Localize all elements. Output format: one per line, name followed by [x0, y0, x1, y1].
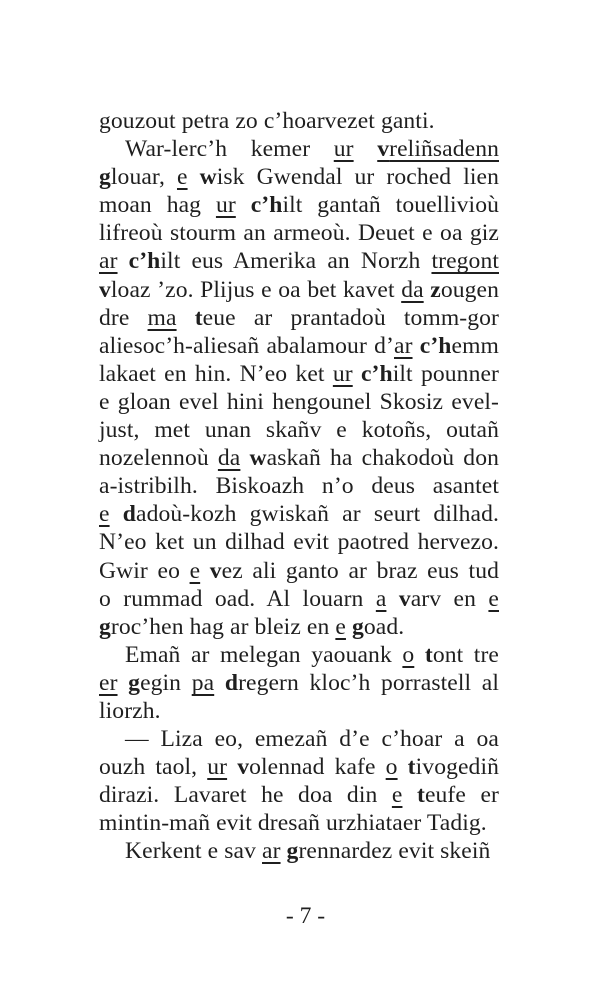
- mutated-letter: w: [249, 445, 267, 472]
- mutation-trigger-word: ur: [332, 360, 353, 387]
- paragraph: [99, 107, 499, 135]
- text-run: olennad kafe: [249, 754, 386, 781]
- text-line: [99, 416, 499, 444]
- text-run: ilt gantañ touellivioù: [282, 192, 499, 219]
- text-line: [99, 837, 499, 865]
- text-run: — Liza eo, emezañ d’e c’hoar a oa: [125, 726, 499, 753]
- mutation-trigger-word: ur: [207, 754, 228, 781]
- text-line: [99, 781, 499, 809]
- text-run: gouzout petra zo c’hoarvezet ganti.: [99, 108, 435, 134]
- text-line: [99, 500, 499, 528]
- mutation-trigger-word: ar: [99, 248, 118, 275]
- text-run: [414, 642, 425, 668]
- text-run: dre: [99, 304, 148, 331]
- text-run: lakaet en hin. N’eo ket: [99, 360, 333, 387]
- mutation-trigger-word: e: [488, 585, 499, 612]
- page-number: - 7 -: [285, 903, 326, 929]
- mutated-letter: w: [199, 164, 217, 191]
- text-block: [99, 107, 499, 866]
- text-run: [214, 670, 225, 696]
- mutated-letter: v: [237, 754, 250, 781]
- mutation-trigger-word: ar: [394, 332, 413, 359]
- text-run: lifreoù stourm an armeoù. Deuet e oa giz: [99, 220, 499, 247]
- text-line: [99, 163, 499, 191]
- text-line: [99, 107, 499, 135]
- mutated-letter: c’h: [360, 360, 393, 387]
- text-run: ouzh taol,: [99, 754, 208, 781]
- mutated-letter: c’h: [128, 248, 161, 275]
- mutation-trigger-word: er: [99, 669, 118, 696]
- text-line: [99, 276, 499, 304]
- text-run: ougen: [440, 276, 499, 303]
- text-run: liorzh.: [99, 697, 161, 724]
- mutation-trigger-word: ar: [262, 838, 281, 865]
- text-run: [118, 248, 129, 274]
- mutation-trigger-word: e: [176, 164, 188, 191]
- mutated-letter: d: [224, 669, 239, 696]
- text-run: rennardez evit skeiñ: [298, 838, 491, 865]
- text-run: [200, 558, 210, 584]
- mutation-trigger-word: da: [217, 445, 241, 472]
- text-run: [177, 305, 195, 331]
- text-run: nozelennoù: [99, 445, 218, 472]
- text-run: [386, 586, 398, 612]
- text-run: [398, 754, 408, 780]
- text-line: [99, 304, 499, 332]
- mutated-letter-underlined: v: [377, 136, 390, 163]
- text-line: [99, 528, 499, 556]
- text-line: [99, 697, 499, 725]
- text-run: roc’hen hag ar bleiz en: [110, 613, 336, 640]
- text-line: [99, 444, 499, 472]
- text-run: egin: [140, 669, 192, 696]
- text-line: [99, 135, 499, 163]
- mutated-letter: t: [424, 641, 433, 668]
- text-line: [99, 219, 499, 247]
- text-line: [99, 247, 499, 275]
- mutated-letter: v: [99, 276, 111, 303]
- text-run: [188, 164, 200, 190]
- text-run: o rummad oad. Al louarn: [99, 585, 376, 612]
- mutation-trigger-word: pa: [191, 669, 215, 696]
- mutation-trigger-word: ma: [147, 304, 177, 331]
- text-line: [99, 613, 499, 641]
- text-run: [413, 333, 420, 359]
- text-run: ivogediñ: [415, 754, 500, 781]
- text-line: [99, 191, 499, 219]
- mutated-letter: v: [209, 557, 222, 584]
- mutated-letter: v: [398, 585, 411, 612]
- text-line: [99, 669, 499, 697]
- text-run: mintin-mañ evit dresañ urzhiataer Tadig.: [99, 810, 487, 837]
- text-run: Kerkent e sav: [125, 838, 263, 865]
- mutation-trigger-word: e: [335, 613, 346, 640]
- mutation-trigger-word: a: [375, 585, 387, 612]
- text-run: isk Gwendal ur roched lien: [216, 164, 500, 191]
- paragraph: [99, 837, 499, 865]
- text-run: aliesoc’h-aliesañ abalamour d’: [99, 332, 394, 359]
- text-run: ont tre: [432, 641, 499, 668]
- mutation-trigger-word: e: [189, 557, 201, 584]
- text-run: Emañ ar melegan yaouank: [125, 641, 403, 668]
- text-run: ilt eus Amerika an Norzh: [160, 248, 432, 275]
- text-run: arv en: [410, 585, 489, 612]
- text-line: [99, 332, 499, 360]
- mutated-letter: g: [128, 669, 141, 696]
- text-run: [402, 782, 417, 808]
- text-run: ilt pounner: [392, 360, 499, 387]
- text-line: [99, 753, 499, 781]
- text-run: askañ ha chakodoù don: [266, 445, 499, 472]
- mutation-trigger-word: o: [402, 641, 415, 668]
- text-line: [99, 641, 499, 669]
- text-run: dirazi. Lavaret he doa din: [99, 782, 392, 809]
- text-line: [99, 472, 499, 500]
- mutation-trigger-word: e: [391, 782, 403, 809]
- text-run: oad.: [363, 613, 405, 640]
- mutated-letter: t: [194, 304, 203, 331]
- paragraph: [99, 725, 499, 837]
- mutated-letter: t: [407, 754, 416, 781]
- paragraph: [99, 135, 499, 641]
- mutation-trigger-word: ur: [333, 136, 354, 163]
- mutation-trigger-word: e: [99, 501, 110, 528]
- text-run: [118, 670, 129, 696]
- mutated-letter: g: [351, 613, 364, 640]
- text-run: moan hag: [99, 192, 216, 219]
- text-run: emm: [451, 332, 500, 359]
- text-run: loaz ’zo. Plijus e oa bet kavet: [110, 276, 402, 303]
- text-line: [99, 360, 499, 388]
- text-run: e gloan evel hini hengounel Skosiz evel-: [99, 388, 499, 415]
- mutated-letter: d: [122, 501, 136, 528]
- text-run: Gwir eo: [99, 557, 190, 584]
- mutation-trigger-word: o: [385, 754, 398, 781]
- mutated-letter: t: [416, 782, 425, 809]
- mutated-letter: g: [99, 164, 111, 191]
- mutated-letter: c’h: [419, 332, 452, 359]
- mutation-trigger-word: tregont: [431, 248, 499, 275]
- text-run: [240, 445, 249, 471]
- text-line: [99, 725, 499, 753]
- text-run: just, met unan skañv e kotoñs, outañ: [99, 417, 499, 444]
- text-line: [99, 585, 499, 613]
- text-run: [110, 501, 123, 527]
- text-run: War-lerc’h kemer: [125, 136, 334, 163]
- mutation-trigger-word: ur: [215, 192, 236, 219]
- paragraph: [99, 641, 499, 725]
- mutated-letter: g: [99, 613, 111, 640]
- text-run: adoù-kozh gwiskañ ar seurt dilhad.: [136, 501, 500, 528]
- mutation-trigger-word: reliñsadenn: [389, 136, 499, 163]
- text-run: a-istribilh. Biskoazh n’o deus asantet: [99, 473, 499, 500]
- mutated-letter: c’h: [250, 192, 283, 219]
- text-run: eue ar prantadoù tomm-gor: [202, 304, 499, 331]
- text-line: [99, 557, 499, 585]
- mutated-letter: z: [430, 276, 441, 303]
- mutated-letter: g: [286, 838, 299, 865]
- mutation-trigger-word: da: [401, 276, 424, 303]
- text-run: [353, 361, 361, 387]
- text-run: [227, 754, 237, 780]
- text-run: [236, 192, 251, 218]
- text-line: [99, 388, 499, 416]
- text-line: [99, 809, 499, 837]
- text-run: [354, 136, 378, 162]
- text-run: ez ali ganto ar braz eus tud: [221, 557, 499, 584]
- text-run: louar,: [110, 164, 177, 191]
- text-run: regern kloc’h porrastell al: [238, 669, 499, 696]
- text-run: N’eo ket un dilhad evit paotred hervezo.: [99, 529, 499, 556]
- text-run: eufe er: [424, 782, 499, 809]
